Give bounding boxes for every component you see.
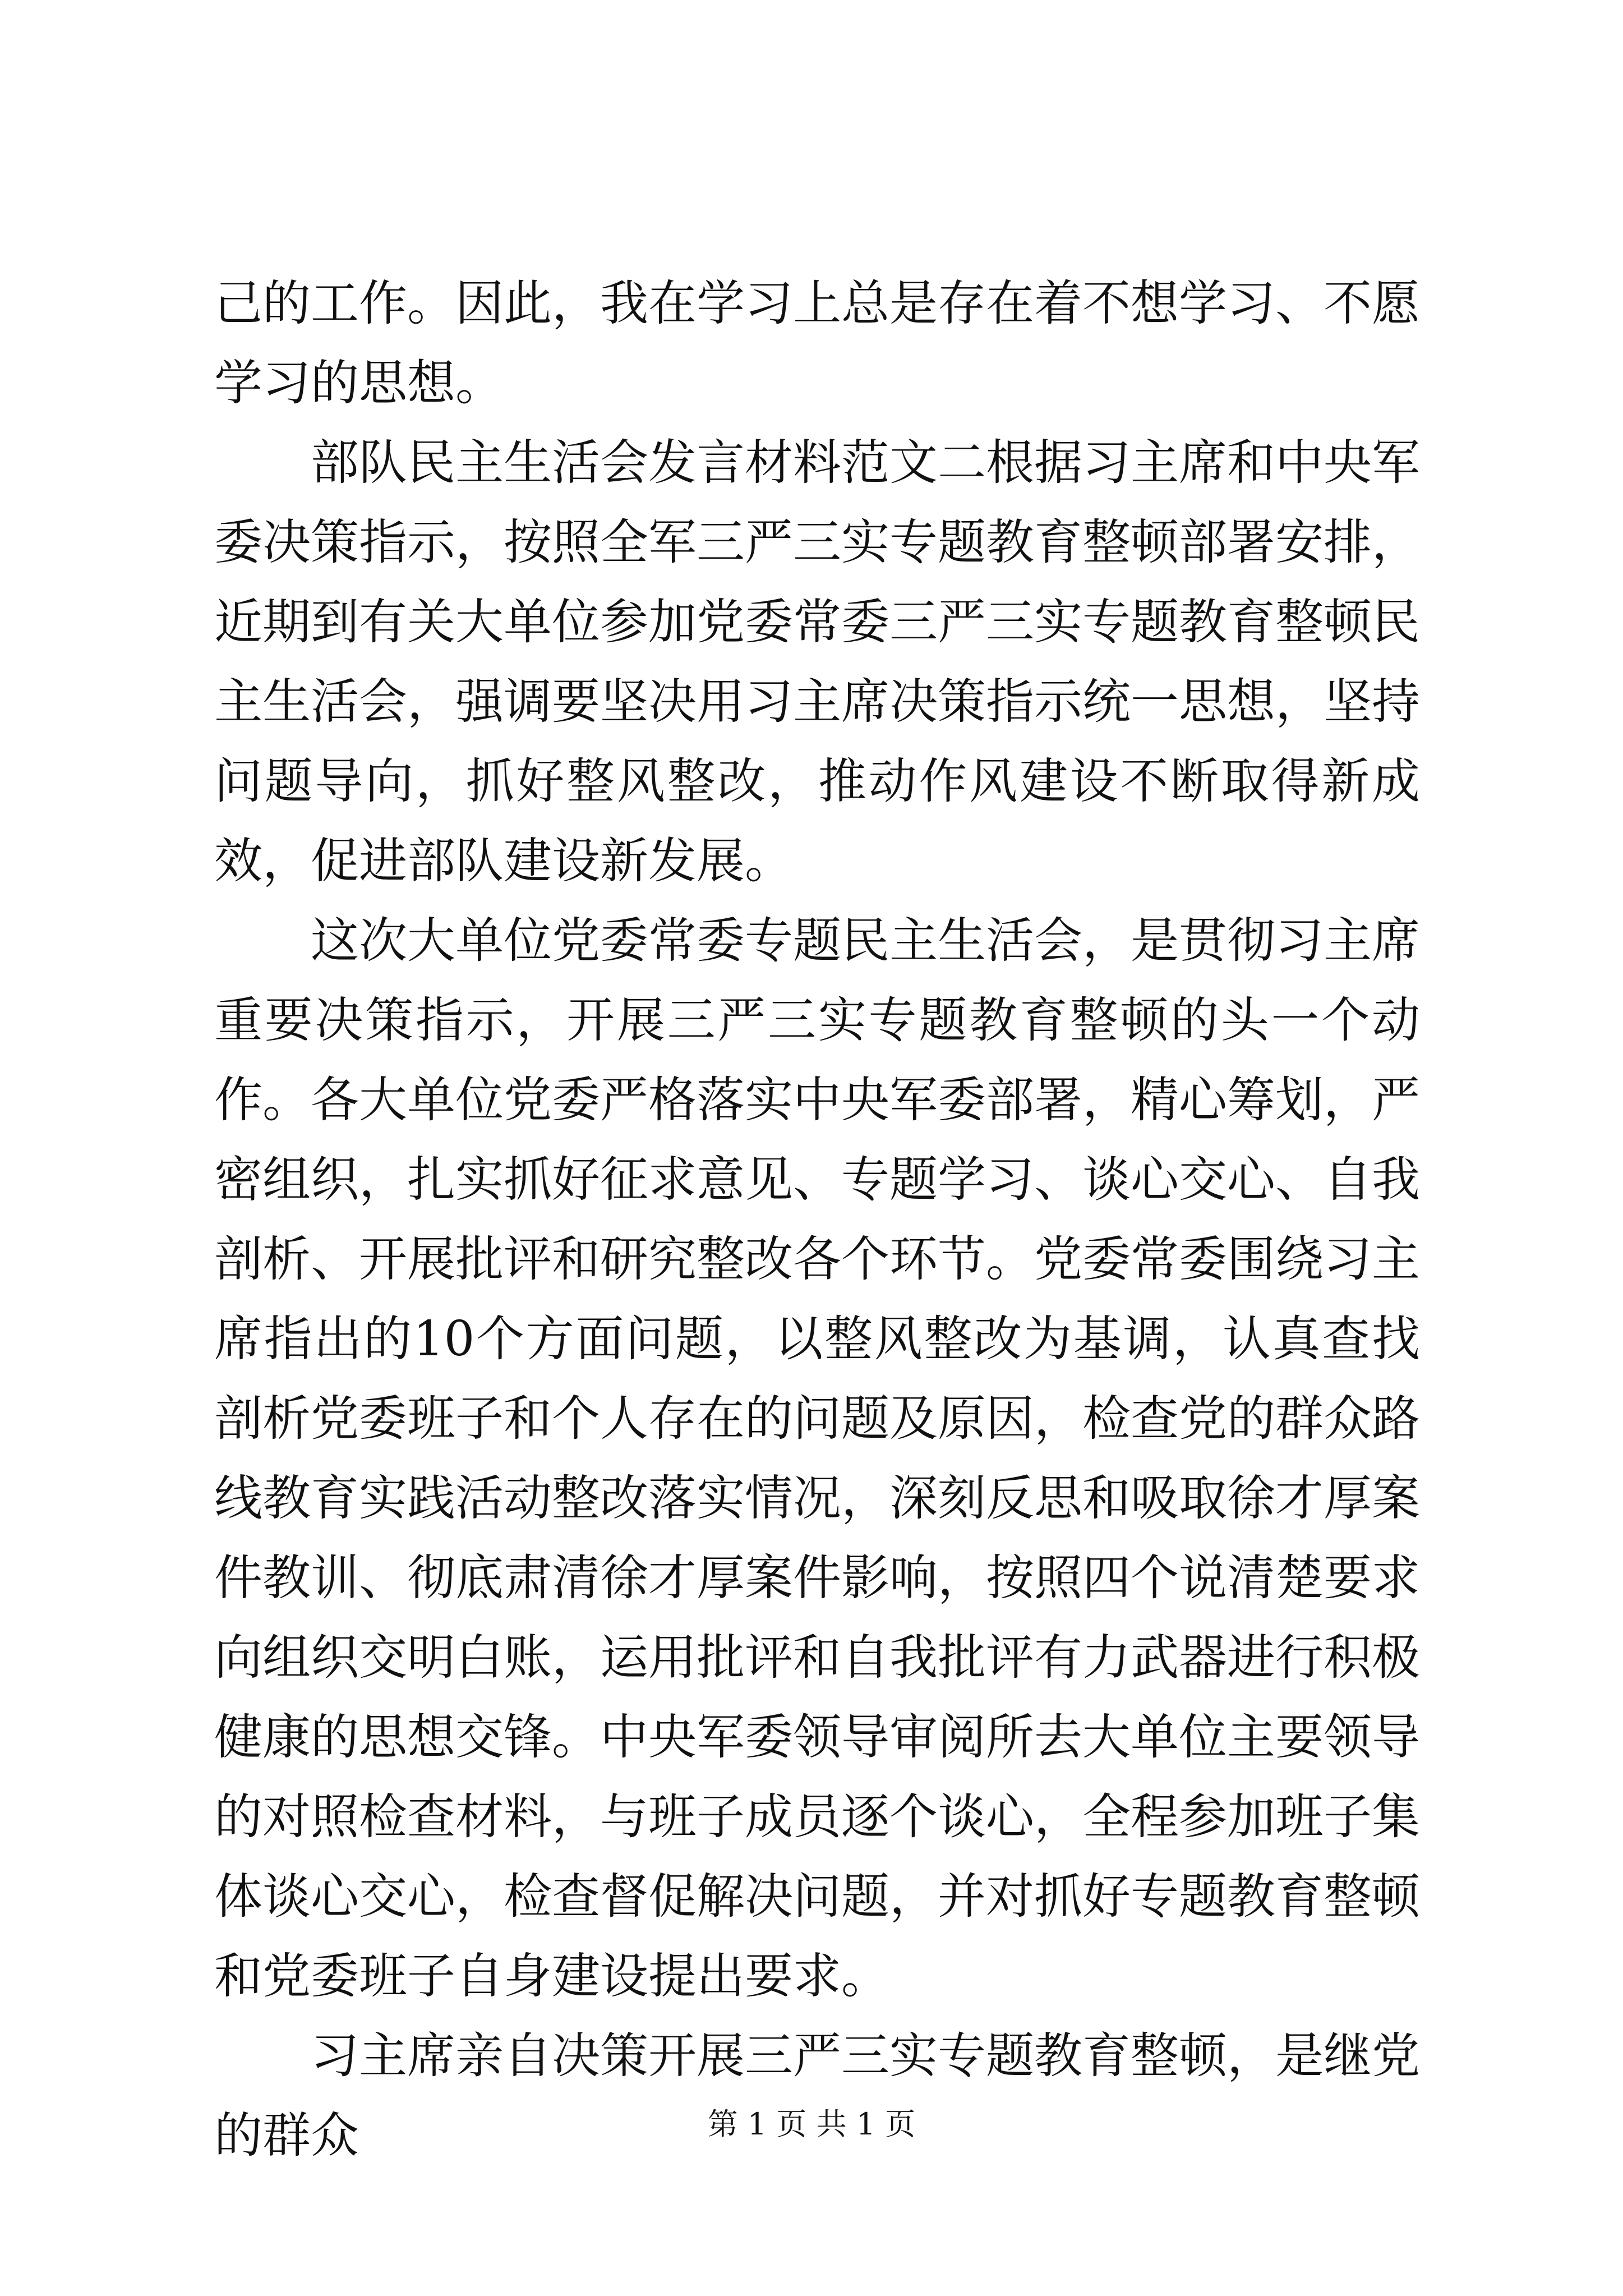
paragraph-1: 己的工作。因此，我在学习上总是存在着不想学习、不愿学习的思想。 <box>214 275 1420 411</box>
paragraph-3: 这次大单位党委常委专题民主生活会，是贯彻习主席重要决策指示，开展三严三实专题教育整顿的头一个动作。各大单位党委严格落实中央军委部署，精心筹划，严密组织，扎实抓好征求意见、专题学习、谈心交心、自我剖析、开展批评和研究整改各个环节。党委常委围绕习主席指出的10个方面问题，以整风整改为基调，认真查找剖析党委班子和个人存在的问题及原因，检查党的群众路线教育实践活动整改落实情况，深刻反思和吸取徐才厚案件教训、彻底肃清徐才厚案件影响，按照四个说清楚要求向组织交明白账，运用批评和自我批评有力武器进行积极健康的思想交锋。中央军委领导审阅所去大单位主要领导的对照检查材料，与班子成员逐个谈心，全程参加班子集体谈心交心，检查督促解决问题，并对抓好专题教育整顿和党委班子自身建设提出要求。 <box>214 913 1420 2004</box>
paragraph-4: 习主席亲自决策开展三严三实专题教育整顿，是继党的群众 <box>214 2028 1420 2164</box>
page-footer: 第 1 页 共 1 页 <box>707 2106 916 2142</box>
paragraph-2: 部队民主生活会发言材料范文二根据习主席和中央军委决策指示，按照全军三严三实专题教育整顿部署安排，近期到有关大单位参加党委常委三严三实专题教育整顿民主生活会，强调要坚决用习主席决策指示统一思想，坚持问题导向，抓好整风整改，推动作风建设不断取得新成效，促进部队建设新发展。 <box>214 435 1420 889</box>
document-body <box>214 264 1420 2175</box>
